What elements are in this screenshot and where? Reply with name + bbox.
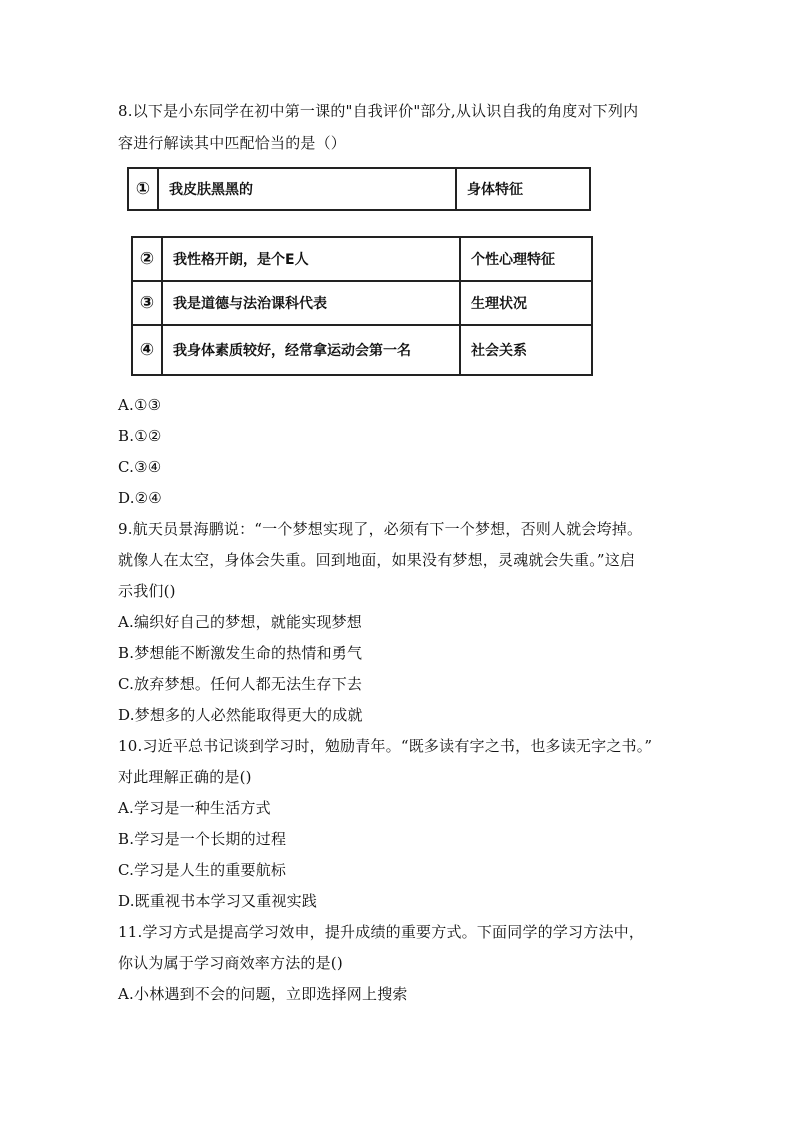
- q8-option-d: D.②④: [118, 489, 162, 507]
- table-row: [132, 281, 592, 325]
- q10-option-a: A.学习是一种生活方式: [118, 799, 271, 817]
- q9-stem-line1: 9.航天员景海鹏说：“一个梦想实现了，必须有下一个梦想，否则人就会垮掉。: [118, 520, 643, 538]
- q8-option-c: C.③④: [118, 458, 162, 476]
- q11-stem-line1: 11.学习方式是提高学习效申，提升成绩的重要方式。下面同学的学习方法中，: [118, 923, 645, 941]
- q8-table-bottom: [131, 236, 593, 376]
- table-row: [132, 237, 592, 281]
- q9-option-a: A.编织好自己的梦想，就能实现梦想: [118, 613, 363, 631]
- q8-table-top: [127, 167, 591, 211]
- q10-option-c: C.学习是人生的重要航标: [118, 861, 287, 879]
- q10-stem-line1: 10.习近平总书记谈到学习时，勉励青年。“既多读有字之书，也多读无字之书。”: [118, 737, 653, 755]
- row-category: 生理状况: [460, 281, 592, 325]
- row-category: 个性心理特征: [460, 237, 592, 281]
- row-number: ③: [132, 281, 162, 325]
- q9-stem-line3: 示我们(): [118, 582, 176, 600]
- q9-option-c: C.放弃梦想。任何人都无法生存下去: [118, 675, 363, 693]
- q10-stem-line2: 对此理解正确的是(): [118, 768, 252, 786]
- row-statement: 我是道德与法治课科代表: [162, 281, 460, 325]
- q10-option-d: D.既重视书本学习又重视实践: [118, 892, 318, 910]
- row-category: 社会关系: [460, 325, 592, 375]
- row-statement: 我身体素质较好，经常拿运动会第一名: [162, 325, 460, 375]
- q8-option-a: A.①③: [118, 396, 162, 414]
- row-statement: 我皮肤黑黑的: [158, 168, 456, 210]
- q9-option-b: B.梦想能不断激发生命的热情和勇气: [118, 644, 363, 662]
- q10-option-b: B.学习是一个长期的过程: [118, 830, 287, 848]
- q8-option-b: B.①②: [118, 427, 162, 445]
- row-number: ②: [132, 237, 162, 281]
- q9-stem-line2: 就像人在太空，身体会失重。回到地面，如果没有梦想，灵魂就会失重。”这启: [118, 551, 636, 569]
- table-row: [128, 168, 590, 210]
- row-category: 身体特征: [456, 168, 590, 210]
- q11-stem-line2: 你认为属于学习商效率方法的是(): [118, 954, 343, 972]
- table-row: [132, 325, 592, 375]
- row-statement: 我性格开朗，是个E人: [162, 237, 460, 281]
- q11-option-a: A.小林遇到不会的问题，立即选择网上搜索: [118, 985, 408, 1003]
- q8-stem-line2: 容进行解读其中匹配恰当的是（）: [118, 134, 347, 152]
- row-number: ④: [132, 325, 162, 375]
- q9-option-d: D.梦想多的人必然能取得更大的成就: [118, 706, 363, 724]
- q8-stem-line1: 8.以下是小东同学在初中第一课的"自我评价"部分,从认识自我的角度对下列内: [118, 102, 639, 120]
- row-number: ①: [128, 168, 158, 210]
